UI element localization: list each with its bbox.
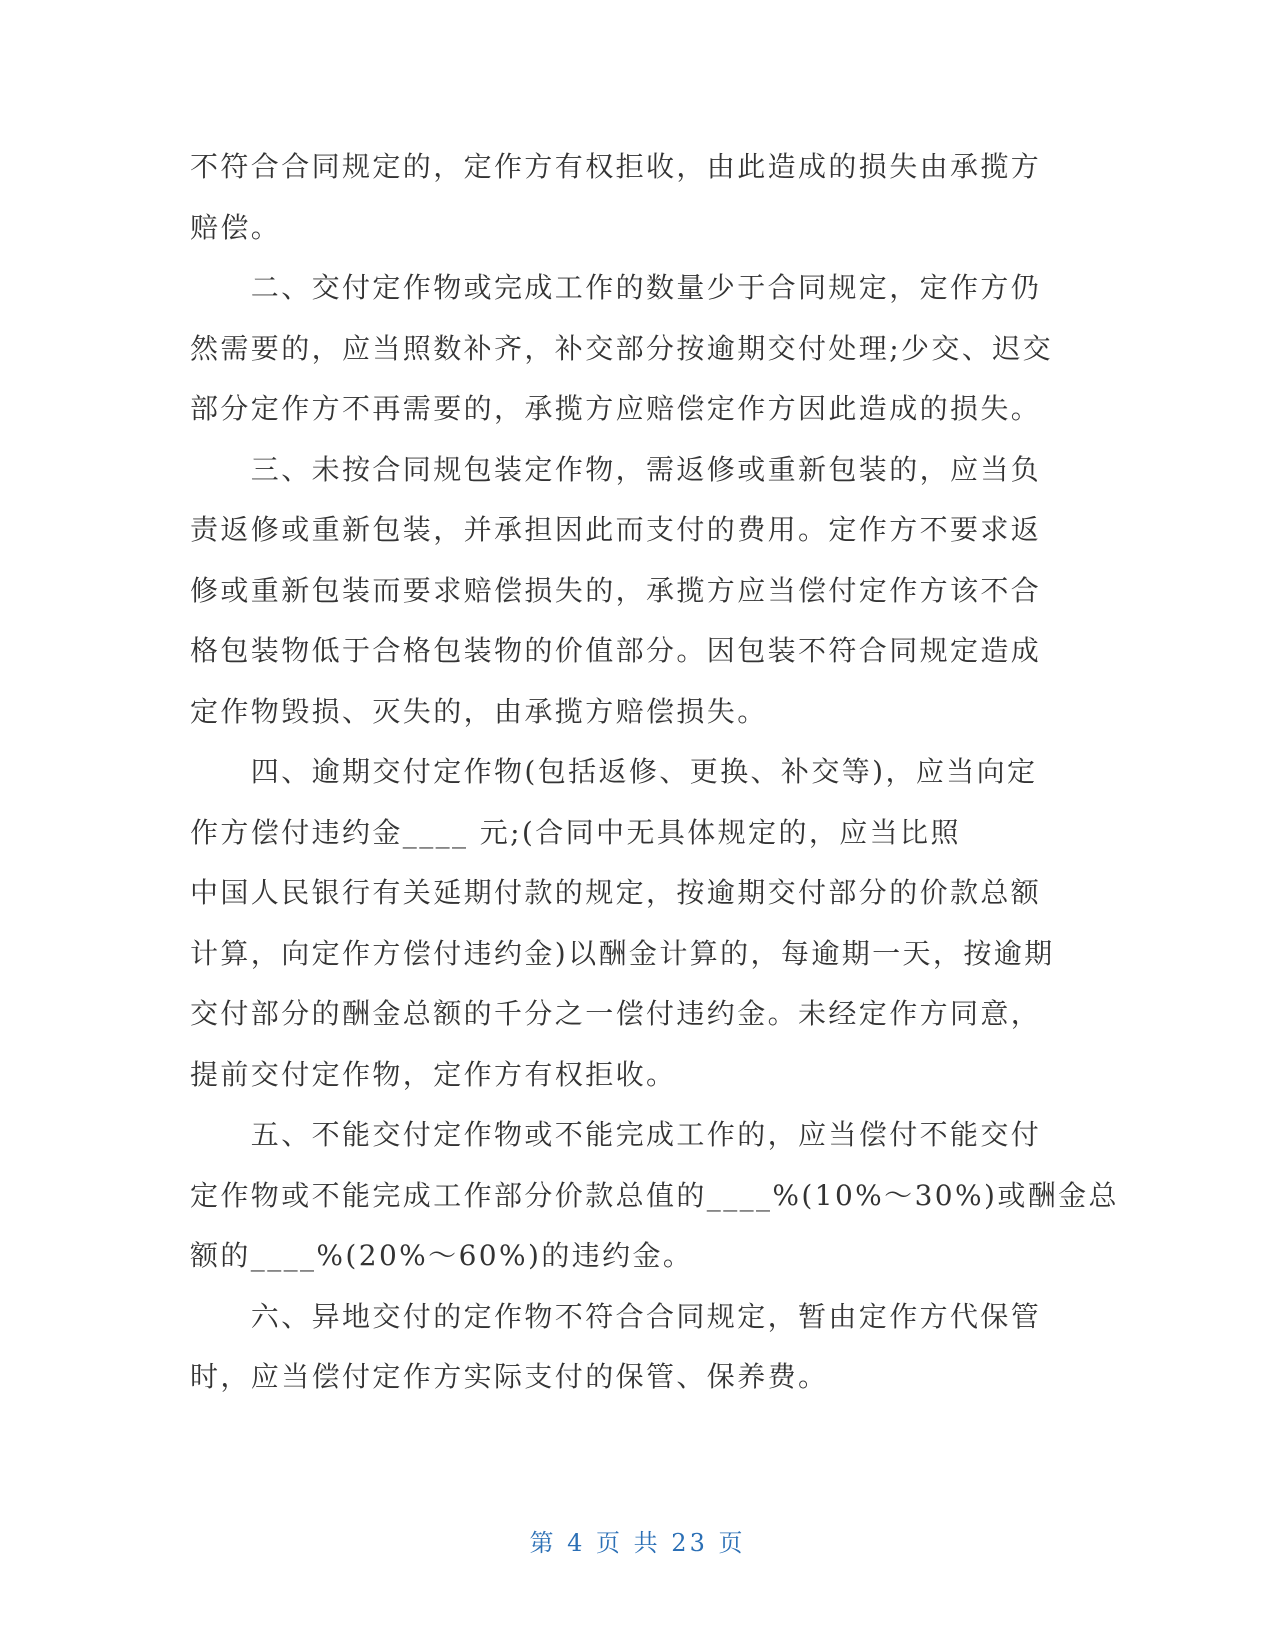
text-line: 四、逾期交付定作物(包括返修、更换、补交等)，应当向定 bbox=[190, 755, 1038, 788]
text-line: 交付部分的酬金总额的千分之一偿付违约金。未经定作方同意， bbox=[190, 997, 1042, 1030]
page-footer bbox=[0, 1523, 1275, 1558]
text-line: 然需要的，应当照数补齐，补交部分按逾期交付处理;少交、迟交 bbox=[190, 331, 1054, 365]
text-line: 赔偿。 bbox=[190, 210, 282, 244]
text-line: 定作物或不能完成工作部分价款总值的____%(10%～30%)或酬金总 bbox=[190, 1178, 1119, 1212]
text-line: 时，应当偿付定作方实际支付的保管、保养费。 bbox=[190, 1360, 829, 1393]
text-line: 三、未按合同规包装定作物，需返修或重新包装的，应当负 bbox=[190, 452, 1042, 486]
text-line: 六、异地交付的定作物不符合合同规定，暂由定作方代保管 bbox=[190, 1299, 1042, 1333]
text-line: 修或重新包装而要求赔偿损失的，承揽方应当偿付定作方该不合 bbox=[190, 573, 1042, 607]
text-line: 提前交付定作物，定作方有权拒收。 bbox=[190, 1057, 677, 1091]
text-line: 定作物毁损、灭失的，由承揽方赔偿损失。 bbox=[190, 694, 768, 728]
text-line: 计算，向定作方偿付违约金)以酬金计算的，每逾期一天，按逾期 bbox=[190, 936, 1055, 970]
text-line: 二、交付定作物或完成工作的数量少于合同规定，定作方仍 bbox=[190, 271, 1042, 304]
text-line: 责返修或重新包装，并承担因此而支付的费用。定作方不要求返 bbox=[190, 513, 1042, 546]
text-line: 额的____%(20%～60%)的违约金。 bbox=[190, 1239, 694, 1272]
text-line: 五、不能交付定作物或不能完成工作的，应当偿付不能交付 bbox=[190, 1118, 1042, 1151]
page-number-label: 第 4 页 共 23 页 bbox=[529, 1529, 746, 1557]
document-body bbox=[190, 137, 1119, 1408]
text-line: 不符合合同规定的，定作方有权拒收，由此造成的损失由承揽方 bbox=[190, 150, 1042, 183]
text-line: 格包装物低于合格包装物的价值部分。因包装不符合同规定造成 bbox=[190, 634, 1042, 667]
text-line: 作方偿付违约金____ 元;(合同中无具体规定的，应当比照 bbox=[190, 815, 961, 849]
text-line: 部分定作方不再需要的，承揽方应赔偿定作方因此造成的损失。 bbox=[190, 392, 1042, 425]
text-line: 中国人民银行有关延期付款的规定，按逾期交付部分的价款总额 bbox=[190, 876, 1042, 909]
